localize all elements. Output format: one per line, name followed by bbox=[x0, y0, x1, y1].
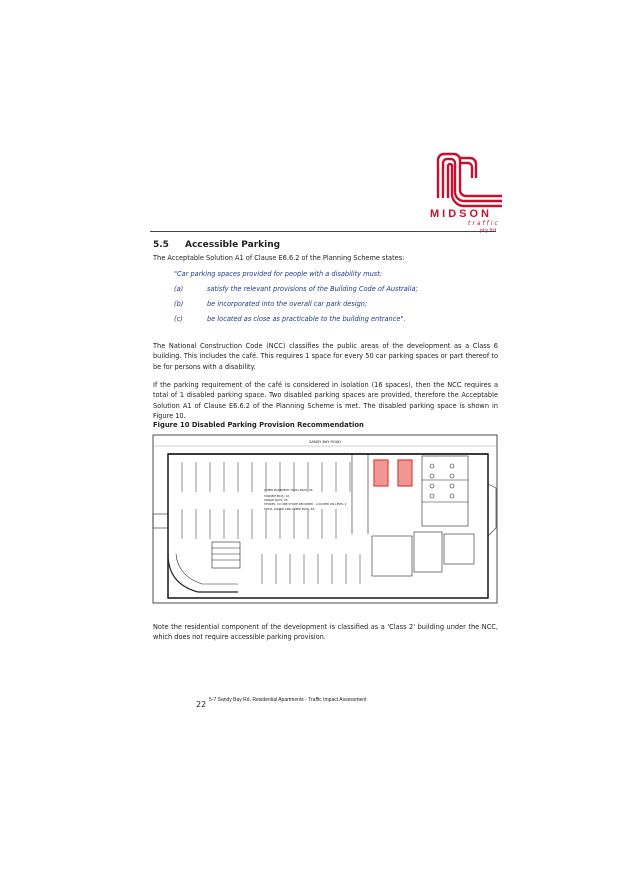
plan-note: STORES: 10 ONE STORE REQUIRED - LOCATED ON LEVEL 2 bbox=[264, 502, 347, 506]
quote-lead: "Car parking spaces provided for people with a disability must: bbox=[174, 270, 383, 278]
logo-subtitle: traffic bbox=[468, 220, 500, 227]
section-title: Accessible Parking bbox=[185, 240, 281, 250]
figure-caption: Figure 10 Disabled Parking Provision Recommendation bbox=[153, 421, 364, 429]
logo-wordmark: MIDSON bbox=[430, 208, 492, 220]
floor-plan-figure bbox=[152, 434, 498, 604]
paragraph-residential: Note the residential component of the development is classified as a 'Class 2' building under the NCC, which does not require accessible parking provision. bbox=[153, 623, 498, 642]
quote-marker-c: (c) bbox=[174, 315, 183, 323]
intro-paragraph: The Acceptable Solution A1 of Clause E6.6.2 of the Planning Scheme states: bbox=[153, 254, 405, 262]
plan-note: SINGLE BAYS: 26 bbox=[264, 498, 288, 502]
section-number: 5.5 bbox=[153, 240, 169, 250]
paragraph-ncc: The National Construction Code (NCC) classifies the public areas of the development as a Class 6 building. This includes the café. This requires 1 space for every 50 car parking spaces or part thereof to be for persons with a disability. bbox=[153, 342, 498, 371]
footer-title: 5-7 Sandy Bay Rd, Residential Apartments - Traffic Impact Assessment bbox=[209, 697, 367, 703]
quote-marker-a: (a) bbox=[174, 285, 184, 293]
plan-note: TOTAL LOWER AND UPPER BAYS: 66 bbox=[264, 507, 315, 511]
quote-item-b: be incorporated into the overall car park design; bbox=[207, 300, 368, 308]
quote-marker-b: (b) bbox=[174, 300, 184, 308]
plan-note: UPPER BASEMENT TOTAL BAYS: 36 bbox=[264, 488, 313, 492]
paragraph-cafe: If the parking requirement of the café is considered in isolation (16 spaces), then the NCC requires a total of 1 disabled parking space. Two disabled parking spaces are provided, therefore the Acceptable Solution A1 of Clause E6.6.2 of the Planning Scheme is met. The disabled parking space is shown in Figure 10. bbox=[153, 381, 498, 420]
quote-item-c: be located as close as practicable to the building entrance". bbox=[207, 315, 406, 323]
road-label: SANDY BAY ROAD bbox=[309, 440, 341, 444]
quote-item-a: satisfy the relevant provisions of the Building Code of Australia; bbox=[207, 285, 418, 293]
page-number: 22 bbox=[196, 700, 207, 709]
plan-note: TANDEM BAYS: 10 bbox=[264, 494, 290, 498]
disabled-bay-1 bbox=[374, 460, 388, 486]
disabled-bay-2 bbox=[398, 460, 412, 486]
header-rule bbox=[150, 231, 496, 232]
